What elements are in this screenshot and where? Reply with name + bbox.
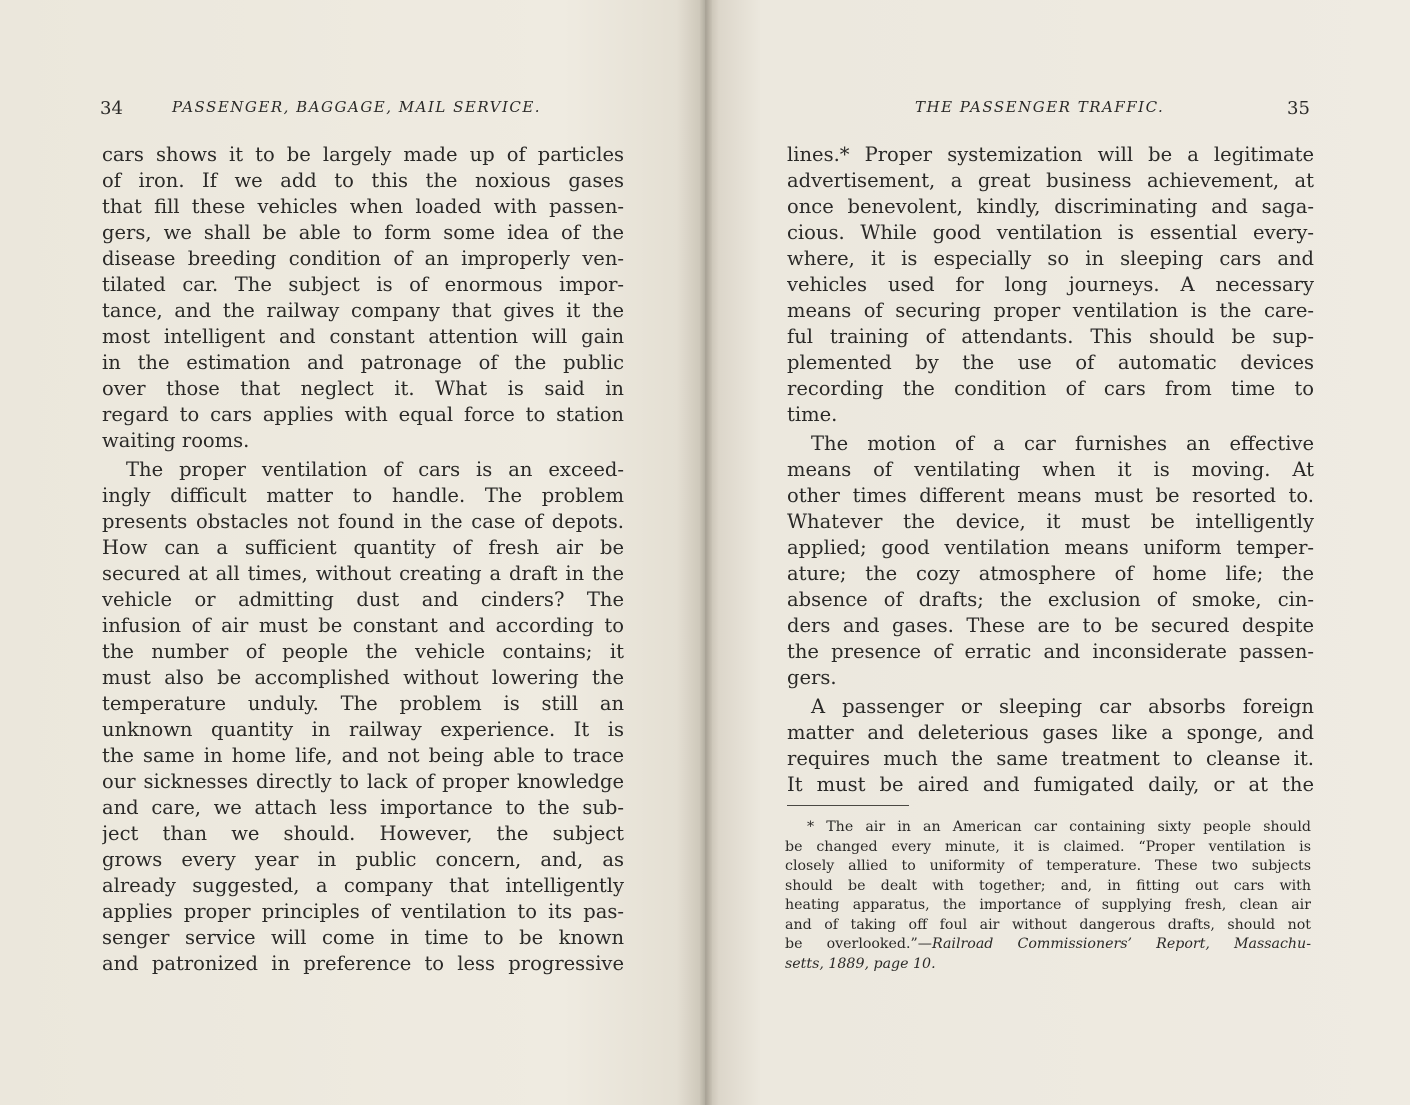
text-line: senger service will come in time to be known <box>102 926 624 949</box>
text-line: regard to cars applies with equal force to station <box>102 403 624 426</box>
text-line: ingly difficult matter to handle. The problem <box>102 484 624 507</box>
footnote-lines <box>785 818 1311 935</box>
right-page-body <box>787 142 1314 798</box>
footnote <box>785 818 1311 974</box>
text-line: waiting rooms. <box>102 429 250 452</box>
left-page-number: 34 <box>100 98 123 119</box>
text-line: lines.* Proper systemization will be a legitimate <box>787 143 1314 166</box>
text-line: of iron. If we add to this the noxious gases <box>102 169 624 192</box>
text-line: ders and gases. These are to be secured despite <box>787 614 1314 637</box>
text-line: presents obstacles not found in the case of depots. <box>102 510 624 533</box>
text-line: applied; good ventilation means uniform temper- <box>787 536 1314 559</box>
text-line: A passenger or sleeping car absorbs foreign <box>811 695 1314 718</box>
text-line: must also be accomplished without lowering the <box>102 666 624 689</box>
right-page-number: 35 <box>1287 98 1310 119</box>
text-line: disease breeding condition of an improperly ven- <box>102 247 624 270</box>
text-line: already suggested, a company that intelligently <box>102 874 624 897</box>
text-line: gers. <box>787 666 837 689</box>
left-page-body <box>102 142 624 977</box>
footnote-line: closely allied to uniformity of temperature. These two subjects <box>785 858 1311 874</box>
book-gutter <box>700 0 712 1105</box>
footnote-line: heating apparatus, the importance of supplying fresh, clean air <box>785 897 1311 913</box>
text-line: The motion of a car furnishes an effective <box>811 432 1314 455</box>
text-line: tilated car. The subject is of enormous impor- <box>102 273 624 296</box>
right-running-head: THE PASSENGER TRAFFIC. <box>915 98 1165 116</box>
text-line: most intelligent and constant attention will gain <box>102 325 624 348</box>
text-line: that fill these vehicles when loaded with passen- <box>102 195 624 218</box>
text-line: the number of people the vehicle contains; it <box>102 640 624 663</box>
text-line: plemented by the use of automatic devices <box>787 351 1314 374</box>
text-line: the same in home life, and not being able to trace <box>102 744 624 767</box>
text-line: once benevolent, kindly, discriminating and saga- <box>787 195 1314 218</box>
text-line: temperature unduly. The problem is still an <box>102 692 624 715</box>
footnote-rule <box>787 805 909 806</box>
text-line: means of securing proper ventilation is the care- <box>787 299 1314 322</box>
text-line: matter and deleterious gases like a sponge, and <box>787 721 1314 744</box>
text-line: vehicles used for long journeys. A necessary <box>787 273 1314 296</box>
text-line: secured at all times, without creating a draft in the <box>102 562 624 585</box>
footnote-line: * The air in an American car containing sixty people should <box>807 819 1311 835</box>
text-line: where, it is especially so in sleeping cars and <box>787 247 1314 270</box>
text-line: ful training of attendants. This should be sup- <box>787 325 1314 348</box>
left-running-head: PASSENGER, BAGGAGE, MAIL SERVICE. <box>172 98 542 116</box>
text-line: unknown quantity in railway experience. It is <box>102 718 624 741</box>
footnote-line: and of taking off foul air without dangerous drafts, should not <box>785 916 1311 933</box>
text-line: It must be aired and fumigated daily, or at the <box>787 773 1314 796</box>
text-line: and care, we attach less importance to the sub- <box>102 796 624 819</box>
text-line: the presence of erratic and inconsiderate passen- <box>787 640 1314 663</box>
text-line: advertisement, a great business achievement, at <box>787 169 1314 192</box>
text-line: tance, and the railway company that gives it the <box>102 299 624 322</box>
footnote-line-plain: be overlooked.”— <box>785 936 932 952</box>
text-line: requires much the same treatment to cleanse it. <box>787 747 1314 770</box>
text-line: and patronized in preference to less progressive <box>102 952 624 975</box>
footnote-line: be changed every minute, it is claimed. “Proper ventilation is <box>785 838 1311 855</box>
text-line: over those that neglect it. What is said in <box>102 377 624 400</box>
text-line: other times different means must be resorted to. <box>787 484 1314 507</box>
text-line: means of ventilating when it is moving. At <box>787 458 1314 481</box>
text-line: cars shows it to be largely made up of particles <box>102 143 624 166</box>
text-line: gers, we shall be able to form some idea of the <box>102 221 624 244</box>
text-line: vehicle or admitting dust and cinders? The <box>102 588 624 611</box>
text-line: The proper ventilation of cars is an exceed- <box>126 458 624 481</box>
text-line: How can a sufficient quantity of fresh air be <box>102 536 624 559</box>
text-line: time. <box>787 403 838 426</box>
text-line: grows every year in public concern, and, as <box>102 848 624 871</box>
footnote-line-citation-end: setts, 1889, page 10. <box>785 955 936 972</box>
text-line: cious. While good ventilation is essential every- <box>787 221 1314 244</box>
text-line: recording the condition of cars from time to <box>787 377 1314 400</box>
text-line: absence of drafts; the exclusion of smoke, cin- <box>787 588 1314 611</box>
footnote-line <box>785 935 1311 955</box>
text-line: infusion of air must be constant and according to <box>102 614 624 637</box>
text-line: ature; the cozy atmosphere of home life; the <box>787 562 1314 585</box>
text-line: our sicknesses directly to lack of proper knowledge <box>102 770 624 793</box>
text-line: applies proper principles of ventilation to its pas- <box>102 900 624 923</box>
footnote-line: should be dealt with together; and, in fitting out cars with <box>785 877 1311 894</box>
footnote-citation-italic: Railroad Commissioners’ Report, Massachu- <box>931 936 1311 952</box>
text-line: ject than we should. However, the subject <box>102 822 624 845</box>
text-line: in the estimation and patronage of the public <box>102 351 624 374</box>
text-line: Whatever the device, it must be intelligently <box>787 510 1314 533</box>
